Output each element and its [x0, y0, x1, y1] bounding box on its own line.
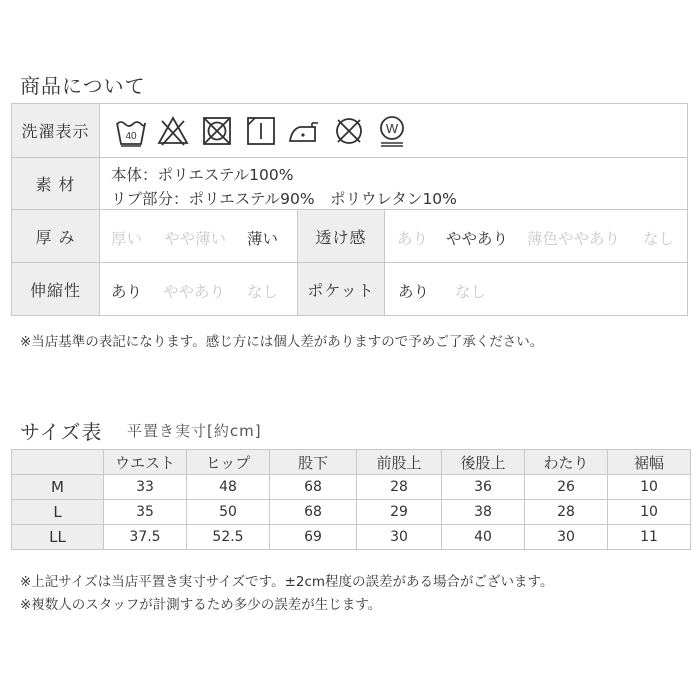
table-cell: 48	[187, 475, 270, 500]
size-note: ※上記サイズは当店平置き実寸サイズです。±2cm程度の誤差がある場合がございます。	[20, 574, 554, 590]
sheer-option: なし	[643, 230, 675, 248]
stretch-option: なし	[247, 283, 279, 301]
no-dry-clean-icon	[333, 115, 365, 147]
material-line: 本体：ポリエステル100%	[111, 166, 294, 184]
table-cell: 30	[357, 525, 442, 550]
table-cell: 50	[187, 500, 270, 525]
size-header-front-rise: 前股上	[357, 450, 442, 475]
svg-text:40: 40	[125, 131, 137, 142]
sheer-label: 透け感	[298, 210, 384, 262]
product-section-title: 商品について	[20, 74, 146, 98]
table-cell: 33	[104, 475, 187, 500]
no-bleach-icon	[157, 115, 189, 147]
size-note: ※複数人のスタッフが計測するため多少の誤差が生じます。	[20, 597, 382, 613]
svg-text:W: W	[385, 121, 399, 136]
pocket-option: なし	[455, 283, 487, 301]
thickness-option: 厚い	[111, 230, 143, 248]
product-note: ※当店基準の表記になります。感じ方には個人差がありますので予めご了承ください。	[20, 334, 544, 350]
size-row-label: LL	[12, 525, 104, 550]
table-cell: 36	[442, 475, 525, 500]
wash-label: 洗濯表示	[12, 104, 99, 157]
size-table-header-row	[12, 450, 691, 475]
table-cell: 10	[608, 475, 691, 500]
size-header-inseam: 股下	[270, 450, 357, 475]
no-tumble-dry-icon	[201, 115, 233, 147]
wash-40-icon	[115, 115, 147, 147]
table-row	[12, 525, 691, 550]
table-cell: 38	[442, 500, 525, 525]
stretch-option: ややあり	[163, 283, 226, 301]
table-cell: 40	[442, 525, 525, 550]
size-section-title: サイズ表	[20, 420, 103, 444]
table-cell: 68	[270, 475, 357, 500]
size-header-back-rise: 後股上	[442, 450, 525, 475]
size-header-hem: 裾幅	[608, 450, 691, 475]
sheer-option: あり	[397, 230, 429, 248]
thickness-option-selected: 薄い	[247, 230, 279, 248]
table-cell: 29	[357, 500, 442, 525]
table-cell: 11	[608, 525, 691, 550]
table-cell: 10	[608, 500, 691, 525]
thickness-label: 厚 み	[12, 210, 99, 262]
pocket-label: ポケット	[298, 263, 384, 315]
stretch-label: 伸縮性	[12, 263, 99, 315]
size-row-label: L	[12, 500, 104, 525]
thickness-option: やや薄い	[164, 230, 227, 248]
size-header-corner	[12, 450, 104, 475]
table-cell: 37.5	[104, 525, 187, 550]
size-row-label: M	[12, 475, 104, 500]
material-line: リブ部分：ポリエステル90% ポリウレタン10%	[111, 190, 457, 208]
material-label: 素 材	[12, 158, 99, 209]
sheer-option: 薄色ややあり	[527, 230, 621, 248]
table-cell: 69	[270, 525, 357, 550]
size-header-hip: ヒップ	[187, 450, 270, 475]
table-cell: 68	[270, 500, 357, 525]
table-cell: 26	[525, 475, 608, 500]
wet-clean-icon	[376, 115, 408, 147]
table-cell: 28	[525, 500, 608, 525]
table-row	[12, 475, 691, 500]
table-cell: 30	[525, 525, 608, 550]
table-cell: 35	[104, 500, 187, 525]
size-section-subtitle: 平置き実寸[約cm]	[127, 422, 262, 440]
table-row	[12, 500, 691, 525]
size-header-waist: ウエスト	[104, 450, 187, 475]
table-cell: 28	[357, 475, 442, 500]
iron-low-icon	[288, 115, 320, 147]
stretch-option-selected: あり	[111, 283, 143, 301]
table-cell: 52.5	[187, 525, 270, 550]
line-dry-shade-icon	[245, 115, 277, 147]
sheer-option-selected: ややあり	[446, 230, 509, 248]
size-header-thigh: わたり	[525, 450, 608, 475]
pocket-option-selected: あり	[398, 283, 430, 301]
size-table	[11, 449, 691, 550]
